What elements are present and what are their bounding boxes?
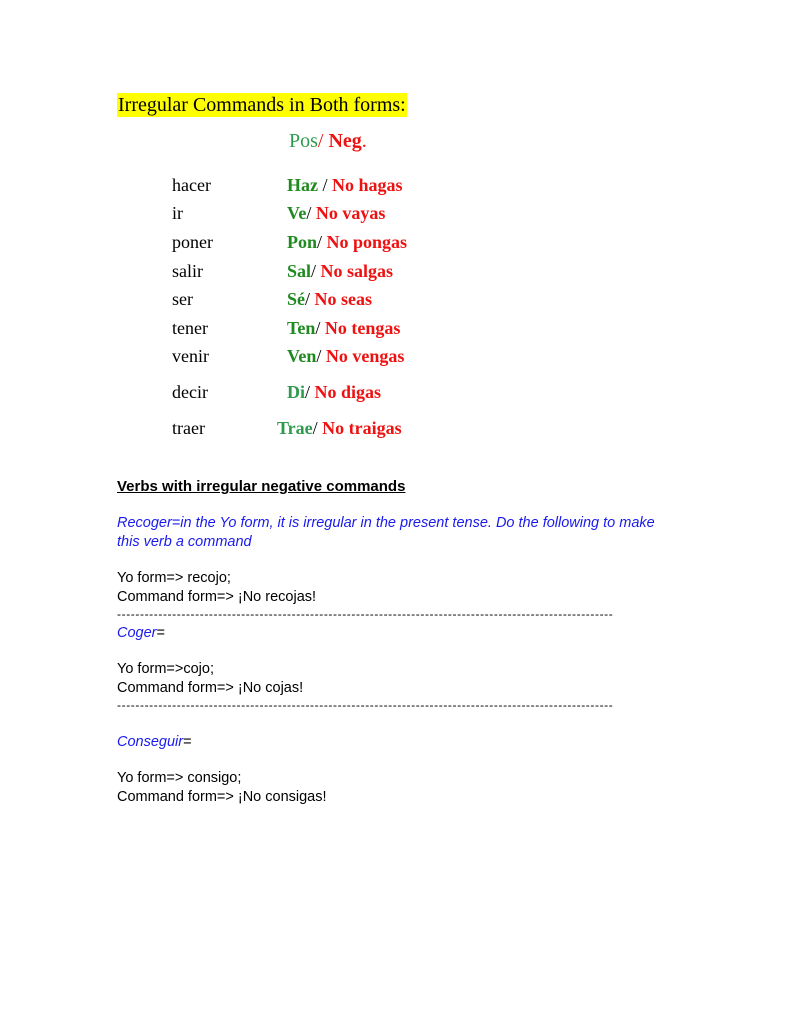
verb-row bbox=[0, 230, 791, 254]
negative-command: No digas bbox=[314, 382, 382, 402]
command-separator: / bbox=[315, 318, 325, 338]
positive-command: Sé bbox=[287, 289, 305, 309]
conseguir-label: Conseguir bbox=[117, 734, 184, 750]
negative-command: No tengas bbox=[324, 318, 401, 338]
verb-infinitive: salir bbox=[172, 261, 203, 281]
negative-command: No vayas bbox=[315, 203, 386, 223]
verb-row bbox=[0, 201, 791, 225]
positive-command: Pon bbox=[287, 232, 318, 252]
command-separator: / bbox=[316, 346, 326, 366]
verb-row bbox=[0, 344, 791, 368]
verb-commands bbox=[287, 201, 385, 225]
positive-command: Ven bbox=[287, 346, 317, 366]
command-separator: / bbox=[305, 382, 315, 402]
negative-command: No pongas bbox=[326, 232, 408, 252]
coger-yo-form: Yo form=>cojo; bbox=[117, 661, 214, 677]
negative-command: No vengas bbox=[325, 346, 405, 366]
verb-row bbox=[0, 259, 791, 283]
negative-command: No salgas bbox=[320, 261, 394, 281]
recoger-command-form: Command form=> ¡No recojas! bbox=[117, 589, 317, 605]
divider-line: ------------------------------------------------------------------------------------------------------------ bbox=[117, 607, 614, 621]
verb-commands bbox=[277, 416, 402, 440]
verb-commands bbox=[287, 259, 393, 283]
recoger-intro-line2: this verb a command bbox=[117, 534, 252, 550]
pos-header: Pos bbox=[289, 130, 318, 152]
positive-command: Di bbox=[287, 382, 305, 402]
verb-commands bbox=[287, 173, 403, 197]
command-separator: / bbox=[317, 232, 327, 252]
verb-infinitive: tener bbox=[172, 318, 208, 338]
verb-commands bbox=[287, 230, 407, 254]
positive-command: Ten bbox=[287, 318, 316, 338]
command-separator: / bbox=[305, 289, 315, 309]
verb-infinitive: traer bbox=[172, 418, 205, 438]
verb-row bbox=[0, 416, 791, 440]
header-separator: / bbox=[317, 130, 329, 152]
verb-infinitive: hacer bbox=[172, 175, 211, 195]
command-separator: / bbox=[318, 175, 333, 195]
coger-label: Coger bbox=[117, 625, 157, 641]
verb-row bbox=[0, 173, 791, 197]
verb-row bbox=[0, 287, 791, 311]
command-separator: / bbox=[306, 203, 316, 223]
command-separator: / bbox=[312, 418, 323, 438]
conseguir-yo-form: Yo form=> consigo; bbox=[117, 770, 242, 786]
conseguir-equals: = bbox=[183, 734, 192, 750]
negative-command: No hagas bbox=[332, 175, 403, 195]
negative-command: No traigas bbox=[322, 418, 402, 438]
recoger-intro-line1: Recoger=in the Yo form, it is irregular in the present tense. Do the following to make bbox=[117, 515, 655, 531]
positive-command: Ve bbox=[287, 203, 307, 223]
divider-line: ------------------------------------------------------------------------------------------------------------ bbox=[117, 698, 614, 712]
positive-command: Trae bbox=[277, 418, 313, 438]
section-title: Verbs with irregular negative commands bbox=[117, 478, 406, 495]
verb-infinitive: venir bbox=[172, 346, 209, 366]
verb-commands bbox=[287, 380, 381, 404]
negative-command: No seas bbox=[314, 289, 373, 309]
page-title: Irregular Commands in Both forms: bbox=[118, 94, 406, 116]
positive-command: Sal bbox=[287, 261, 312, 281]
verb-commands bbox=[287, 344, 404, 368]
coger-command-form: Command form=> ¡No cojas! bbox=[117, 680, 304, 696]
column-header bbox=[289, 129, 367, 153]
verb-commands bbox=[287, 287, 372, 311]
recoger-yo-form: Yo form=> recojo; bbox=[117, 570, 231, 586]
coger-equals: = bbox=[156, 625, 165, 641]
coger-heading bbox=[117, 624, 165, 643]
conseguir-command-form: Command form=> ¡No consigas! bbox=[117, 789, 327, 805]
verb-infinitive: ser bbox=[172, 289, 193, 309]
neg-header: Neg bbox=[328, 130, 362, 152]
header-dot: . bbox=[361, 130, 367, 152]
positive-command: Haz bbox=[287, 175, 318, 195]
verb-infinitive: decir bbox=[172, 382, 208, 402]
verb-infinitive: poner bbox=[172, 232, 213, 252]
verb-row bbox=[0, 380, 791, 404]
verb-commands bbox=[287, 316, 400, 340]
command-separator: / bbox=[311, 261, 321, 281]
verb-row bbox=[0, 316, 791, 340]
verb-infinitive: ir bbox=[172, 203, 183, 223]
conseguir-heading bbox=[117, 733, 192, 752]
